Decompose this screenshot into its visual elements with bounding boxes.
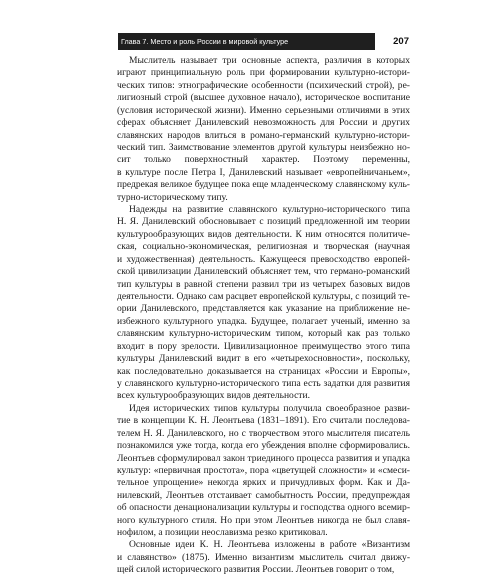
chapter-header: Глава 7. Место и роль России в мировой культуре [118, 33, 375, 50]
page-number: 207 [393, 36, 409, 47]
text-line: славянских народов влиться в романо-германский культурно-истори- [117, 129, 410, 141]
text-line: сферах объясняет Данилевский невозможность для России и других [117, 117, 410, 129]
text-line: культур: «первичная простота», пора «цветущей сложности» и «смеси- [117, 464, 410, 476]
paragraph [117, 539, 410, 576]
text-line: турно-историческому типу. [117, 191, 228, 203]
text-line: входит в пору зрелости. Цивилизационное преимущество этого типа [117, 340, 410, 352]
text-line: Надежды на развитие славянского культурно-исторического типа [129, 204, 410, 216]
text-line: познакомился уже тогда, когда его убеждения вполне сформировались. [117, 440, 410, 452]
text-line: и художественная) деятельность. Кажущееся превосходство европей- [117, 253, 410, 265]
text-line: тие в концепции К. Н. Леонтьева (1831–1891). Его считали последова- [117, 415, 410, 427]
text-line: ческих типов: этнографические особенности (психический строй), ре- [117, 79, 410, 91]
text-line: как последовательно доказывается на страницах «России и Европы», [117, 365, 410, 377]
text-line: избежного культурного упадка. Будущее, полагает ученый, именно за [117, 315, 410, 327]
text-line: культуры Данилевский видит в его «четырехосновности», поскольку, [117, 353, 410, 365]
text-line: деятельности. Однако сам расцвет европейской культуры, с позиций те- [117, 291, 410, 303]
text-line: славянским культурно-историческим типом, который как раз только [117, 328, 410, 340]
text-line: Леонтьев сформулировал закон триединого процесса развития и упадка [117, 452, 410, 464]
text-line: ческий тип. Заимствование элементов другой культуры неизбежно но- [117, 141, 410, 153]
text-line: ного культурного стиля. Но при этом Леонтьев никогда не был славя- [117, 514, 410, 526]
body-text [117, 55, 410, 577]
text-line: щей силой исторического развития России. Леонтьев говорит о том, [117, 564, 395, 576]
text-line: лигиозный строй (высшее духовное начало), историческое воспитание [117, 92, 410, 104]
text-line: нофилом, а позиции неославизма резко критиковал. [117, 527, 328, 539]
text-line: Н. Я. Данилевский обосновывает с позиций предложенной им теории [117, 216, 410, 228]
text-line: и славянство» (1875). Именно византизм мыслитель считал движу- [117, 551, 410, 563]
text-line: тельное упрощение» некогда ярких и причудливых форм. Как и Да- [117, 477, 410, 489]
text-line: всех культурообразующих видов деятельности. [117, 390, 310, 402]
text-line: сит только поверхностный характер. Поэтому переменны, [117, 154, 410, 166]
text-line: (условия исторической жизни). Именно серьезными отличиями в этих [117, 104, 410, 116]
text-line: играют принципиальную роль при формировании культурно-истори- [117, 67, 410, 79]
text-line: в культуре после Петра I, Данилевский называет «европейничаньем», [117, 166, 410, 178]
text-line: Мыслитель называет три основные аспекта, различия в которых [129, 55, 410, 66]
text-line: тип культуры в равной степени развил три из четырех базовых видов [117, 278, 410, 290]
text-line: ская, социально-экономическая, религиозная и творческая (научная [117, 241, 410, 253]
text-line: Основные идеи К. Н. Леонтьева изложены в работе «Византизм [129, 539, 410, 551]
text-line: у славянского культурно-исторического типа есть задатки для развития [117, 377, 410, 389]
paragraph [117, 403, 410, 540]
text-line: предрекая великое будущее пока еще младенческому славянскому куль- [117, 179, 410, 191]
text-line: ской цивилизации Данилевский объясняет тем, что германо-романский [117, 266, 410, 278]
text-line: нилевский, Леонтьев отстаивает самобытность России, предупреждая [117, 489, 410, 501]
paragraph [117, 55, 410, 204]
text-line: Идея исторических типов культуры получила своеобразное разви- [129, 402, 410, 414]
text-line: телем Н. Я. Данилевского, но с творчеством этого мыслителя писатель [117, 427, 410, 439]
paragraph [117, 204, 410, 403]
text-line: культурообразующих видов деятельности. К ним относятся политиче- [117, 228, 410, 240]
text-line: ории Данилевского, представляется как указание на приближение не- [117, 303, 410, 315]
text-line: об опасности денационализации культуры и господства одного всемир- [117, 502, 410, 514]
